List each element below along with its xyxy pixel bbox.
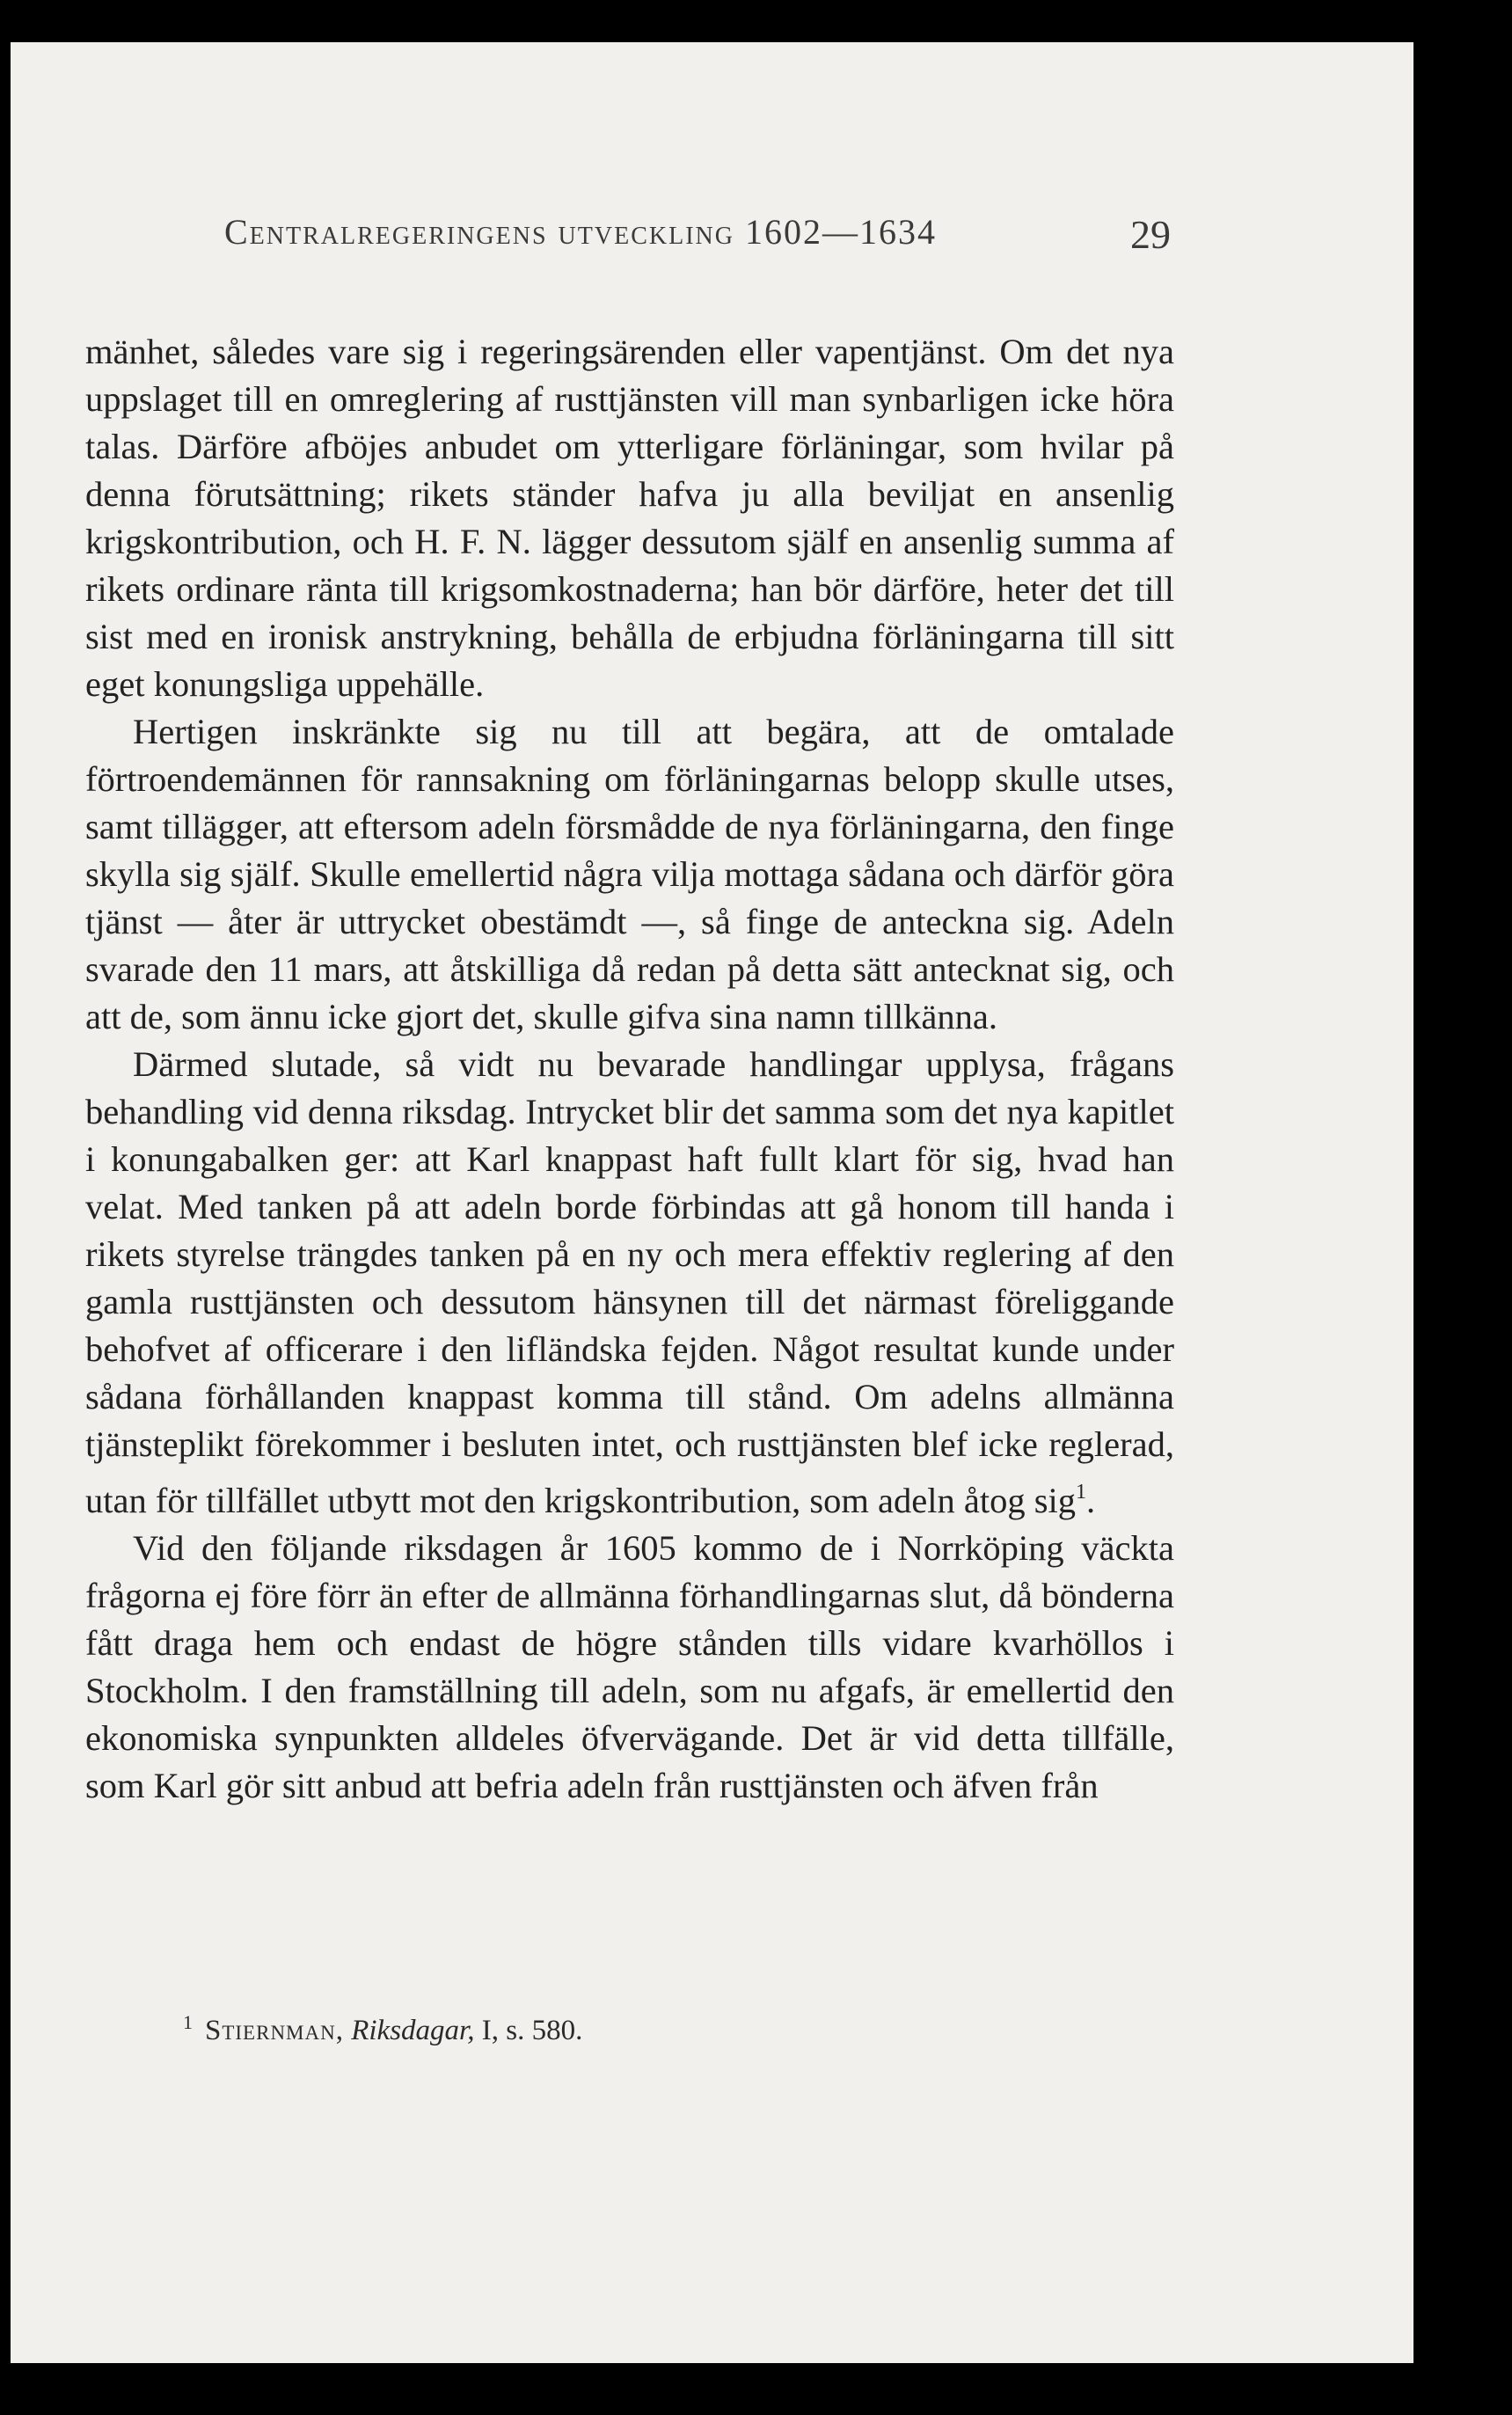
footnote-citation: I, s. 580. bbox=[481, 2015, 583, 2046]
running-title: Centralregeringens utveckling 1602—1634 bbox=[224, 212, 937, 252]
page-number: 29 bbox=[1130, 212, 1171, 257]
paragraph-3 bbox=[85, 1041, 1174, 1525]
paragraph-1: mänhet, således vare sig i regeringsärenden eller vapentjänst. Om det nya uppslaget till en omreglering af rusttjänsten vill man synbarligen icke höra talas. Därföre afböjes anbudet om ytterligare förläningar, som hvilar på denna förutsättning; rikets ständer hafva ju alla beviljat en ansenlig krigskontribution, och H. F. N. lägger dessutom själf en ansenlig summa af rikets ordinare ränta till krigsomkostnaderna; han bör därföre, heter det till sist med en ironisk anstrykning, behålla de erbjudna förläningarna till sitt eget konungsliga uppehälle. bbox=[85, 332, 1174, 704]
paragraph-2: Hertigen inskränkte sig nu till att begära, att de omtalade förtroendemännen för rannsakning om förläningarnas belopp skulle utses, samt tillägger, att eftersom adeln försmådde de nya förläningarna, den finge skylla sig själf. Skulle emellertid några vilja mottaga sådana och därför göra tjänst — åter är uttrycket obestämdt —, så finge de anteckna sig. Adeln svarade den 11 mars, att åtskilliga då redan på detta sätt antecknat sig, och att de, som ännu icke gjort det, skulle gifva sina namn tillkänna. bbox=[85, 712, 1174, 1036]
footnote bbox=[183, 2004, 1150, 2049]
paragraph-3-text: Därmed slutade, så vidt nu bevarade handlingar upplysa, frågans behandling vid denna riksdag. Intrycket blir det samma som det nya kapitlet i konungabalken ger: att Karl knappast haft fullt klart för sig, hvad han velat. Med tanken på att adeln borde förbindas att gå honom till handa i rikets styrelse trängdes tanken på en ny och mera effektiv reglering af den gamla rusttjänsten och dessutom hänsynen till det närmast föreliggande behofvet af officerare i den lifländska fejden. Något resultat kunde under sådana förhållanden knappast komma till stånd. Om adelns allmänna tjänsteplikt förekommer i besluten intet, och rusttjänsten blef icke reglerad, utan för tillfället utbytt mot den krigskontribution, som adeln åtog sig bbox=[85, 1044, 1174, 1520]
page-header bbox=[224, 211, 1171, 264]
paragraph-3-end: . bbox=[1085, 1481, 1096, 1520]
paragraph-4: Vid den följande riksdagen år 1605 kommo de i Norrköping väckta frågorna ej före förr än efter de allmänna förhandlingarnas slut, då bönderna fått draga hem och endast de högre stånden tills vidare kvarhöllos i Stockholm. I den framställning till adeln, som nu afgafs, är emellertid den ekonomiska synpunkten alldeles öfvervägande. Det är vid detta tillfälle, som Karl gör sitt anbud att befria adeln från rusttjänsten och äfven från bbox=[85, 1528, 1174, 1805]
body-text bbox=[85, 328, 1174, 1810]
footnote-number: 1 bbox=[183, 2011, 193, 2033]
footnote-reference: 1 bbox=[1075, 1481, 1086, 1504]
footnote-title: Riksdagar, bbox=[351, 2015, 475, 2046]
book-page bbox=[11, 42, 1413, 2363]
footnote-author: Stiernman, bbox=[205, 2015, 344, 2046]
